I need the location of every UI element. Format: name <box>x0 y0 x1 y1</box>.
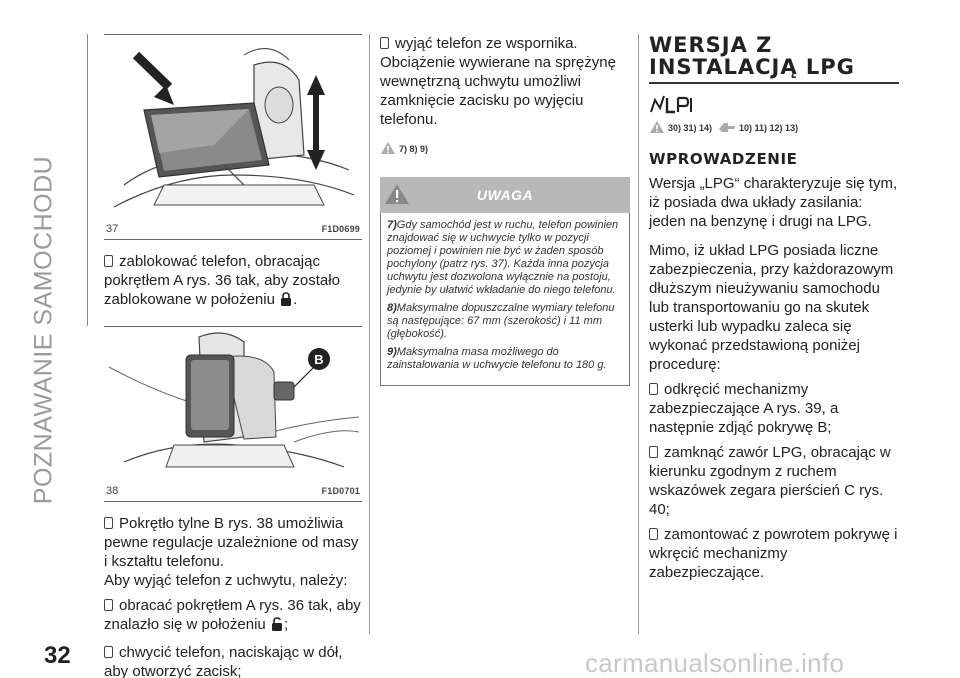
column-divider <box>638 34 639 634</box>
checkbox-bullet-icon <box>104 517 113 529</box>
checkbox-bullet-icon <box>104 599 113 611</box>
phone-holder-illustration-38 <box>104 327 362 477</box>
column-divider <box>369 34 370 634</box>
note: 9)Maksymalna masa możliwego do zainstalowania w uchwycie telefonu to 180 g. <box>387 346 607 371</box>
paragraph: zamontować z powrotem pokrywę i wkręcić mechanizmy zabezpieczające. <box>649 526 898 581</box>
figure-38 <box>104 326 362 502</box>
side-rule <box>87 34 88 326</box>
paragraph: wyjąć telefon ze wspornika. <box>380 34 630 53</box>
paragraph: Obciążenie wywierane na sprężynę wewnętrzną uchwytu umożliwi zamknięcie zacisku po wyjęciu telefonu. <box>380 54 616 128</box>
warning-references: 30) 31) 14) 10) 11) 12) 13) <box>649 120 901 136</box>
warning-triangle-icon <box>649 120 665 136</box>
figure-number: 37 <box>106 223 119 235</box>
warning-references: 7) 8) 9) <box>380 141 630 157</box>
uwaga-title: UWAGA <box>476 187 534 203</box>
paragraph: zamknąć zawór LPG, obracając w kierunku zgodnym z ruchem wskazówek zegara pierścień C rys. 40; <box>649 444 891 518</box>
warning-triangle-icon <box>380 141 396 157</box>
checkbox-bullet-icon <box>649 528 658 540</box>
note: 8)Maksymalne dopuszczalne wymiary telefonu są następujące: 67 mm (szerokość) i 11 mm (głębokość). <box>387 302 615 340</box>
callout-b: B <box>314 352 324 367</box>
heading-rule <box>649 82 899 84</box>
paragraph: Aby wyjąć telefon z uchwytu, należy: <box>104 572 348 589</box>
footer-watermark: carmanualsonline.info <box>585 648 845 678</box>
figure-code: F1D0701 <box>321 486 360 496</box>
uwaga-notes <box>380 213 630 386</box>
figure-number: 38 <box>106 485 119 497</box>
paragraph: Wersja „LPG“ charakteryzuje się tym, iż posiada dwa układy zasilania: jeden na benzynę i drugi na LPG. <box>649 175 898 230</box>
lpg-logo-icon <box>649 94 901 114</box>
checkbox-bullet-icon <box>649 446 658 458</box>
paragraph: chwycić telefon, naciskając w dół, aby otworzyć zacisk; <box>104 644 343 678</box>
paragraph: zablokować telefon, obracając pokrętłem A rys. 36 tak, aby zostało zablokowane w położeniu . <box>104 252 362 312</box>
lock-icon <box>280 292 292 312</box>
column-middle <box>380 34 630 386</box>
column-right <box>649 34 901 582</box>
checkbox-bullet-icon <box>649 383 658 395</box>
figure-38-caption <box>104 482 362 501</box>
info-hand-icon <box>718 120 736 136</box>
column-left <box>104 34 362 678</box>
checkbox-bullet-icon <box>104 255 113 267</box>
checkbox-bullet-icon <box>104 646 113 658</box>
paragraph: Mimo, iż układ LPG posiada liczne zabezpieczenia, przy każdorazowym dłuższym nieużywaniu samochodu lub transportowaniu go na skutek usterki lub wypadku zaleca się wykonać przedstawioną poniżej procedurę: <box>649 242 894 373</box>
paragraph: odkręcić mechanizmy zabezpieczające A rys. 39, a następnie zdjąć pokrywę B; <box>649 381 839 436</box>
figure-code: F1D0699 <box>321 224 360 234</box>
figure-37-caption <box>104 220 362 239</box>
uwaga-header <box>380 177 630 213</box>
page-number: 32 <box>44 642 71 669</box>
figure-37 <box>104 34 362 240</box>
checkbox-bullet-icon <box>380 37 389 49</box>
unlock-icon <box>271 617 283 637</box>
paragraph: Pokrętło tylne B rys. 38 umożliwia pewne regulacje uzależnione od masy i kształtu telefonu. <box>104 515 359 570</box>
phone-holder-illustration-37 <box>104 35 362 215</box>
subheading: WPROWADZENIE <box>649 150 798 168</box>
paragraph: obracać pokrętłem A rys. 36 tak, aby znalazło się w położeniu ; <box>104 596 362 637</box>
uwaga-panel <box>380 177 630 386</box>
section-heading: WERSJA Z INSTALACJĄ LPG <box>649 33 855 79</box>
note: 7)Gdy samochód jest w ruchu, telefon powinien znajdować się w uchwycie tylko w pozycji poziomej i powinien nie być w żaden sposób pochylony (patrz rys. 37). Każda inna pozycja uchwytu jest dozwolona wyłącznie na postoju, jedynie by ułatwić wkładanie do niego telefonu. <box>387 219 619 296</box>
